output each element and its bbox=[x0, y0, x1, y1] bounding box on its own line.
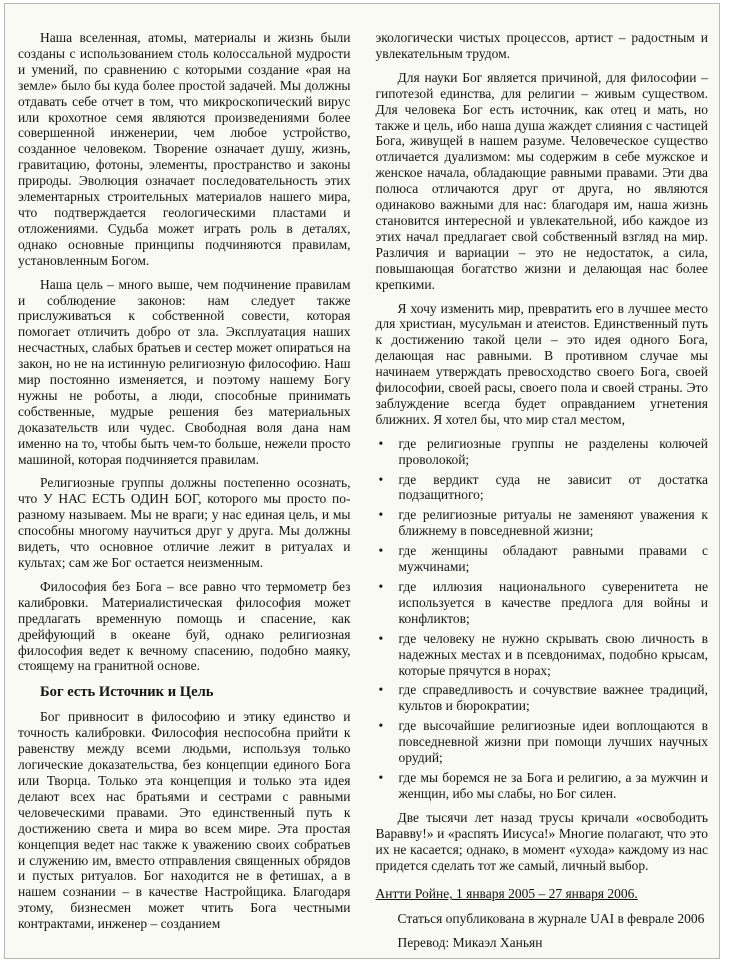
publication-note: Статься опубликована в журнале UAI в феврале 2006 bbox=[397, 911, 705, 927]
bullet-item: • где религиозные группы не разделены колючей проволокой; bbox=[399, 436, 709, 468]
paragraph: Я хочу изменить мир, превратить его в лучшее место для христиан, мусульман и атеистов. Единственный путь к достижению такой цели – это идея одного Бога, делающая нас равными. В противном случае мы начинаем утверждать превосходство своего Бога, своей философии, своей расы, своего пола и своей страны. Это заблуждение всегда будет оправданием угнетения ближних. Я хотел бы, что мир стал местом, bbox=[375, 300, 708, 427]
bullet-item: • где религиозные ритуалы не заменяют уважения к ближнему в повседневной жизни; bbox=[399, 507, 709, 539]
left-column bbox=[18, 30, 351, 959]
translator-note: Перевод: Микаэл Ханьян bbox=[397, 935, 543, 951]
closing-paragraph: Две тысячи лет назад трусы кричали «освободить Варавву!» и «распять Иисуса!» Многие полагают, что это их не касается; однако, в момент «ухода» каждому из нас придется сделать тот же самый, личный выбор. bbox=[375, 809, 708, 873]
bullet-list bbox=[376, 436, 709, 802]
paragraph: Религиозные группы должны постепенно осознать, что У НАС ЕСТЬ ОДИН БОГ, которого мы просто по-разному называем. Мы не враги; у нас единая цель, и мы способны многому научиться друг у друга. Мы должны видеть, что основное отличие лежит в ритуалах и культах; сам же Бог остается неизменным. bbox=[18, 475, 351, 570]
signature-text: Антти Ройне, 1 января 2005 – 27 января 2006. bbox=[375, 886, 638, 902]
paragraph: Для науки Бог является причиной, для философии – гипотезой единства, для религии – живым существом. Для человека Бог есть источник, как отец и мать, но также и цель, ибо наша душа жаждет слияния с частицей Бога, живущей в нашем разуме. Человеческое существо отличается дуализмом: мы содержим в себе мужское и женское начала, обладающие равными правами. Эти два полюса отличаются друг от друга, но являются одинаково важными для нас: благодаря им, наша жизнь становится интересной и увлекательной, ибо каждое из этих начал предлагает свой собственный взгляд на мир. Различия и вариации – это не недостаток, а сила, повышающая богатство жизни и делающая нас более крепкими. bbox=[375, 69, 708, 292]
paragraph: Философия без Бога – все равно что термометр без калибровки. Материалистическая философия может предлагать временную помощь и спасение, как дрейфующий в океане буй, однако религиозная философия ведет к вечному спасению, подобно маяку, стоящему на гранитной основе. bbox=[18, 578, 351, 674]
right-column bbox=[376, 30, 709, 959]
paragraph: Бог привносит в философию и этику единство и точность калибровки. Философия неспособна прийти к равенству между всеми людьми, используя только логические доказательства, без концепции единого Бога или Творца. Только эта концепция и только эта идея делают всех нас братьями и сестрами с равными человеческими правами. Это единственный путь к достижению света и мира во всем мире. Эта простая концепция ведет нас также к уважению своих собратьев и служению им, вместо отправления священных обрядов и пустых ритуалов. Бог находится не в фетишах, а в нашем сознании – в качестве Настройщика. Благодаря этому, бизнесмен может чтить Бога честными контрактами, инженер – созданием bbox=[18, 709, 351, 932]
continuation-paragraph: экологически чистых процессов, артист – радостным и увлекательным трудом. bbox=[375, 30, 708, 61]
paragraph: Наша вселенная, атомы, материалы и жизнь были созданы с использованием столь колоссальной мудрости и умений, по сравнению с которыми создание «рая на земле» было бы куда более простой задачей. Мы должны отдавать себе отчет в том, что микроскопический вирус или крохотное семя являются произведениями более совершенной инженерии, чем любое устройство, созданное человеком. Творение означает душу, жизнь, гравитацию, фотоны, элементы, пространство и законы природы. Эволюция означает последовательность этих элементарных строительных материалов нашего мира, что подтверждается геологическими пластами и отложениями. Судьба может играть роль в деталях, однако основные принципы подчиняются правилам, установленным Богом. bbox=[18, 30, 351, 268]
section-heading: Бог есть Источник и Цель bbox=[40, 684, 214, 701]
two-column-layout bbox=[5, 4, 719, 959]
bullet-item: • где высочайшие религиозные идеи воплощаются в повседневной жизни при помощи лучших научных орудий; bbox=[399, 718, 709, 766]
bullet-item: • где вердикт суда не зависит от достатка подзащитного; bbox=[399, 472, 709, 504]
bullet-item: • где иллюзия национального суверенитета не используется в качестве предлога для войны и конфликтов; bbox=[399, 579, 709, 627]
bullet-item: • где человеку не нужно скрывать свою личность в надежных местах и в псевдонимах, подобно крысам, которые прячутся в норах; bbox=[399, 631, 709, 679]
paragraph: Наша цель – много выше, чем подчинение правилам и соблюдение законов: нам следует также прислуживаться к собственной совести, которая помогает отличить добро от зла. Эксплуатация наших несчастных, слабых братьев и сестер может опираться на закон, но не на истинную религиозную философию. Наш мир постоянно изменяется, и поэтому нашему Богу нужны не роботы, а люди, способные принимать собственные, мудрые решения без материальных доказательств или чудес. Свободная воля дана нам именно на то, чтобы быть чем-то больше, нежели просто машиной, которая подчиняется правилам. bbox=[18, 276, 351, 467]
signature-line bbox=[376, 886, 709, 902]
bullet-item: • где мы боремся не за Бога и религию, а за мужчин и женщин, ибо мы слабы, но Бог силен. bbox=[399, 770, 709, 802]
bullet-item: • где справедливость и сочувствие важнее традиций, культов и бюрократии; bbox=[399, 682, 709, 714]
document-page bbox=[4, 3, 720, 959]
bullet-item: • где женщины обладают равными правами с мужчинами; bbox=[399, 543, 709, 575]
